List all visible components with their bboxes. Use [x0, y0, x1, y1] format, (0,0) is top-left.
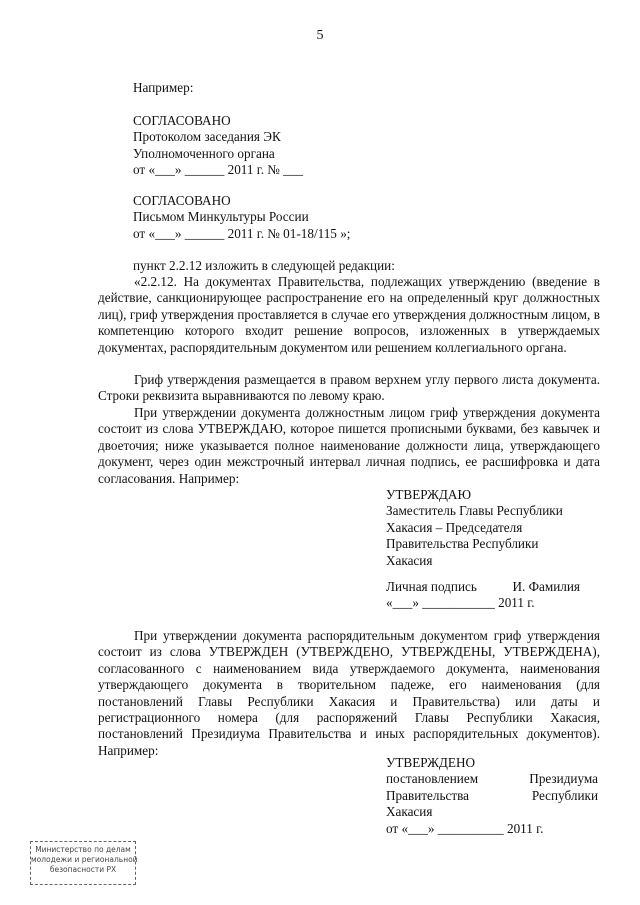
approval-line: Протоколом заседания ЭК	[133, 129, 281, 145]
approval-block-1	[133, 113, 303, 179]
approve-word: Республики	[531, 787, 598, 803]
approve-date: от «___» __________ 2011 г.	[386, 820, 544, 836]
approval-title: СОГЛАСОВАНО	[133, 113, 231, 128]
approval-block-2	[133, 193, 350, 242]
approve-line: Хакасия	[386, 552, 433, 568]
approve-word: постановлением	[386, 771, 479, 787]
paragraph-2-2-12: «2.2.12. На документах Правительства, подлежащих утверждению (введение в действие, санкционирующее распространение его на определенный круг должностных лиц), гриф утверждения проставляется в случае его утверждения должностным лицом, в компетенцию которого входит решение вопросов, изложенных в утверждаемых документах, распорядительным документом или решением коллегиального органа.	[98, 274, 600, 355]
intro-text: Например:	[133, 80, 194, 95]
signature-label: Личная подпись	[386, 579, 477, 594]
stamp-line: молодежи и региональной	[31, 855, 138, 864]
approval-line: Уполномоченного органа	[133, 145, 275, 161]
approval-title: СОГЛАСОВАНО	[133, 193, 231, 208]
approve-doc-block	[386, 755, 598, 837]
signature-row	[386, 579, 580, 612]
approve-line: Хакасия	[386, 804, 433, 820]
approval-line: Письмом Минкультуры России	[133, 209, 309, 225]
registration-stamp	[30, 841, 136, 885]
approve-line: Заместитель Главы Республики	[386, 503, 563, 519]
approve-official-block	[386, 487, 563, 569]
paragraph-stamp-placement: Гриф утверждения размещается в правом верхнем углу первого листа документа. Строки реквизита выравниваются по левому краю.	[98, 372, 600, 404]
stamp-line: Министерство по делам	[35, 845, 131, 854]
signer-name: И. Фамилия	[512, 579, 580, 594]
page-number: 5	[316, 28, 324, 43]
approve-word: Президиума	[529, 771, 598, 787]
approval-line: от «___» ______ 2011 г. № 01-18/115 »;	[133, 225, 351, 241]
stamp-line: безопасности РХ	[49, 865, 117, 874]
approve-line: Правительства Республики	[386, 536, 539, 552]
approve-word: Правительства	[386, 787, 469, 803]
clause-intro: пункт 2.2.12 изложить в следующей редакции:	[133, 258, 395, 273]
approve-date: «___» ___________ 2011 г.	[386, 595, 535, 611]
approve-line: Хакасия – Председателя	[386, 519, 523, 535]
approve-title: УТВЕРЖДАЮ	[386, 487, 472, 502]
paragraph-official-approval: При утверждении документа должностным лицом гриф утверждения документа состоит из слова УТВЕРЖДАЮ, которое пишется прописными буквами, без кавычек и двоеточия; ниже указывается полное наименование должности лица, утверждающего документ, через один межстрочный интервал личная подпись, ее расшифровка и дата согласования. Например:	[98, 405, 600, 486]
paragraph-document-approval: При утверждении документа распорядительным документом гриф утверждения состоит из слова УТВЕРЖДЕН (УТВЕРЖДЕНО, УТВЕРЖДЕНЫ, УТВЕРЖДЕНА), согласованного с наименованием вида утверждаемого документа, наименования утверждающего документа в творительном падеже, его наименования (для постановлений Главы Республики Хакасия и Правительства) или даты и регистрационного номера (для распоряжений Главы Республики Хакасия, постановлений Президиума Правительства и иных распорядительных документов). Например:	[98, 628, 600, 758]
approve-title: УТВЕРЖДЕНО	[386, 755, 476, 770]
approval-line: от «___» ______ 2011 г. № ___	[133, 162, 303, 178]
